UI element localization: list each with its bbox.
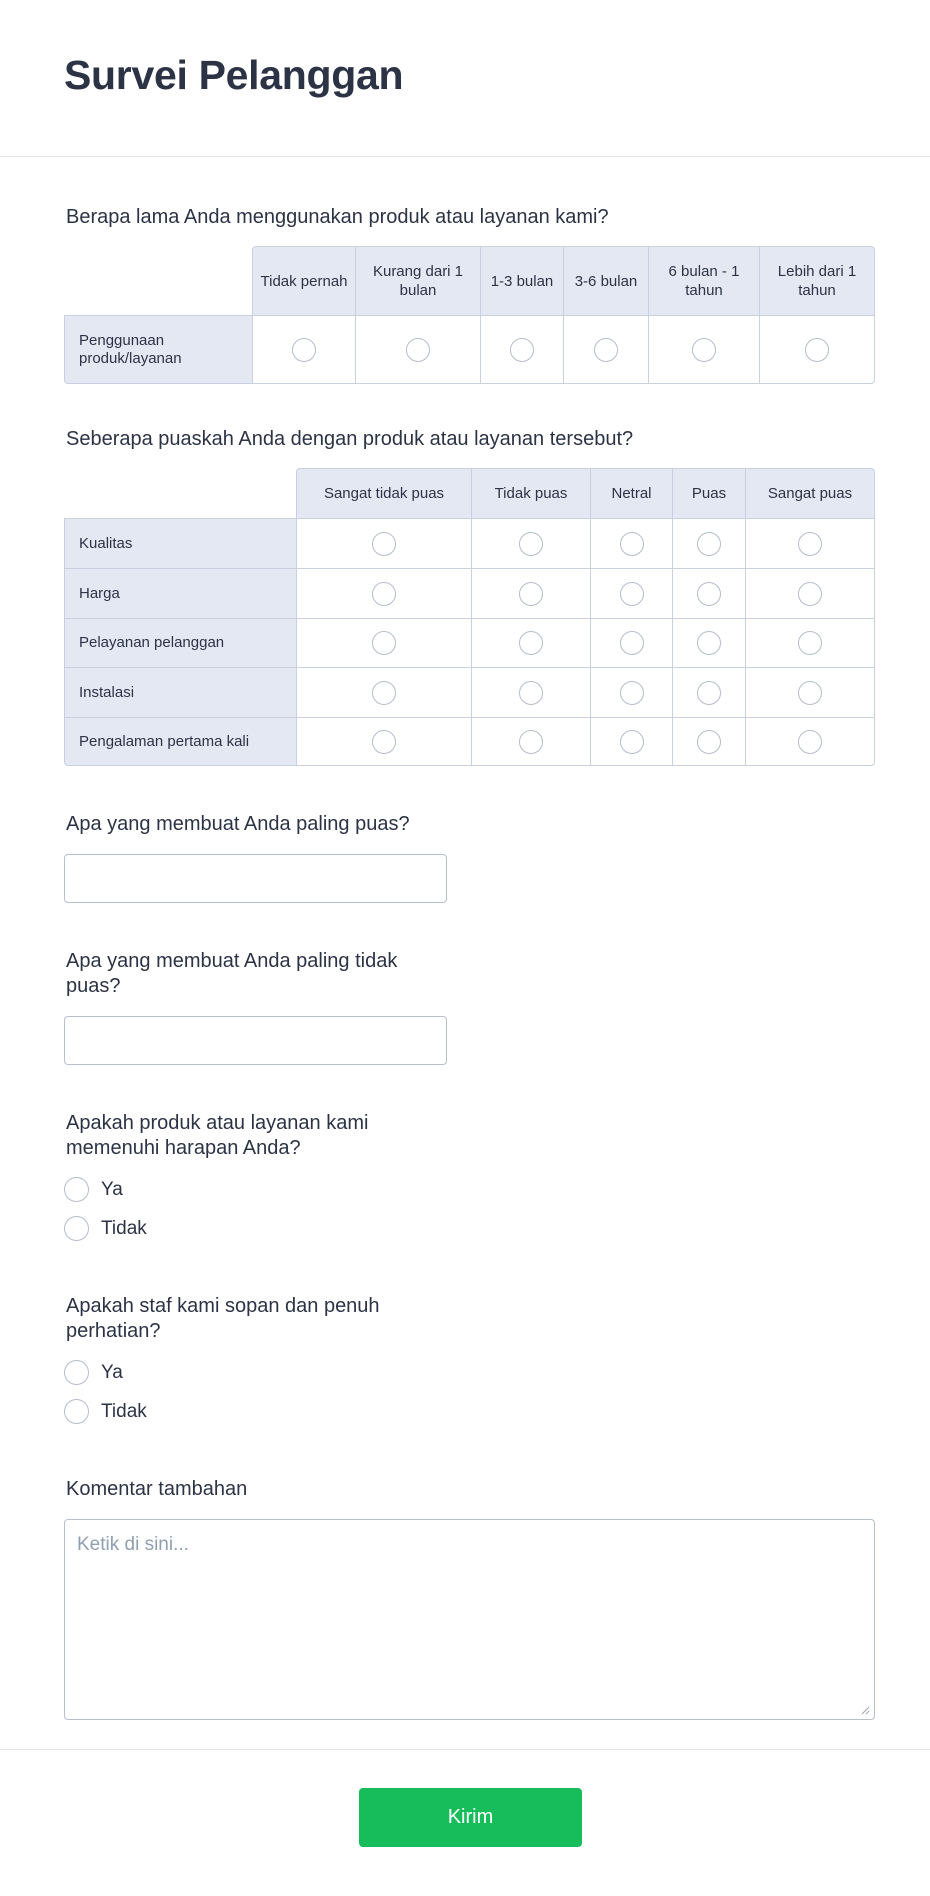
- radio-button[interactable]: [64, 1360, 89, 1385]
- radio-option-no[interactable]: [64, 1392, 865, 1431]
- question-label: Apakah staf kami sopan dan penuh perhatian?: [66, 1295, 380, 1342]
- matrix-cell: [590, 717, 672, 766]
- matrix-cell: [590, 618, 672, 667]
- radio-button[interactable]: [697, 582, 721, 606]
- matrix-row: [64, 518, 875, 568]
- radio-button[interactable]: [620, 730, 644, 754]
- radio-group: [64, 1170, 865, 1248]
- radio-button[interactable]: [372, 730, 396, 754]
- radio-button[interactable]: [620, 532, 644, 556]
- matrix-row: [64, 667, 875, 717]
- matrix-cell: [759, 315, 875, 384]
- submit-button[interactable]: Kirim: [359, 1788, 582, 1847]
- column-header: Lebih dari 1 tahun: [759, 246, 875, 315]
- radio-option-yes[interactable]: [64, 1170, 865, 1209]
- matrix-cell: [672, 667, 745, 717]
- question-satisfaction: [64, 427, 865, 766]
- question-label: Apa yang membuat Anda paling tidak puas?: [66, 950, 398, 997]
- option-label: Tidak: [101, 1217, 147, 1239]
- form-footer: [0, 1749, 930, 1896]
- matrix-cell: [471, 518, 590, 568]
- radio-button[interactable]: [292, 338, 316, 362]
- matrix-corner: [64, 468, 296, 518]
- question-staff-courtesy: [64, 1294, 865, 1431]
- matrix-row: [64, 618, 875, 667]
- radio-button[interactable]: [594, 338, 618, 362]
- matrix-header-row: [64, 246, 875, 315]
- radio-button[interactable]: [372, 532, 396, 556]
- row-label: Penggunaan produk/layanan: [64, 315, 252, 384]
- radio-button[interactable]: [406, 338, 430, 362]
- radio-button[interactable]: [798, 730, 822, 754]
- resize-handle-icon[interactable]: [860, 1705, 870, 1715]
- radio-button[interactable]: [372, 681, 396, 705]
- radio-option-yes[interactable]: [64, 1353, 865, 1392]
- radio-button[interactable]: [692, 338, 716, 362]
- matrix-cell: [252, 315, 355, 384]
- radio-button[interactable]: [64, 1216, 89, 1241]
- column-header: 6 bulan - 1 tahun: [648, 246, 759, 315]
- least-satisfied-input[interactable]: [64, 1016, 447, 1065]
- radio-button[interactable]: [697, 631, 721, 655]
- radio-button[interactable]: [519, 681, 543, 705]
- matrix-cell: [296, 568, 471, 618]
- row-label: Harga: [64, 568, 296, 618]
- matrix-cell: [590, 568, 672, 618]
- matrix-cell: [355, 315, 480, 384]
- matrix-cell: [745, 618, 875, 667]
- matrix-row: [64, 717, 875, 766]
- radio-button[interactable]: [798, 681, 822, 705]
- radio-button[interactable]: [798, 631, 822, 655]
- radio-button[interactable]: [798, 582, 822, 606]
- matrix-cell: [563, 315, 648, 384]
- option-label: Ya: [101, 1361, 123, 1383]
- question-label: Apa yang membuat Anda paling puas?: [66, 813, 410, 835]
- radio-button[interactable]: [519, 532, 543, 556]
- matrix-cell: [672, 618, 745, 667]
- matrix-cell: [471, 667, 590, 717]
- matrix-header-row: [64, 468, 875, 518]
- question-usage-duration: [64, 205, 865, 384]
- question-label: Berapa lama Anda menggunakan produk atau layanan kami?: [66, 206, 609, 228]
- matrix-cell: [672, 518, 745, 568]
- radio-button[interactable]: [519, 582, 543, 606]
- question-label: Apakah produk atau layanan kami memenuhi harapan Anda?: [66, 1112, 369, 1159]
- radio-button[interactable]: [798, 532, 822, 556]
- radio-button[interactable]: [620, 681, 644, 705]
- textarea-placeholder: Ketik di sini...: [77, 1534, 189, 1555]
- radio-button[interactable]: [697, 681, 721, 705]
- matrix-cell: [471, 717, 590, 766]
- radio-button[interactable]: [519, 730, 543, 754]
- matrix-cell: [672, 568, 745, 618]
- matrix-cell: [648, 315, 759, 384]
- question-most-satisfied: [64, 812, 865, 903]
- matrix-cell: [480, 315, 563, 384]
- matrix-cell: [471, 568, 590, 618]
- matrix-cell: [296, 618, 471, 667]
- column-header: Tidak puas: [471, 468, 590, 518]
- matrix-row: [64, 315, 875, 384]
- radio-button[interactable]: [805, 338, 829, 362]
- radio-button[interactable]: [64, 1399, 89, 1424]
- row-label: Instalasi: [64, 667, 296, 717]
- matrix-cell: [745, 717, 875, 766]
- column-header: Netral: [590, 468, 672, 518]
- matrix-cell: [590, 518, 672, 568]
- matrix-cell: [745, 568, 875, 618]
- matrix-cell: [471, 618, 590, 667]
- matrix-cell: [296, 717, 471, 766]
- column-header: 1-3 bulan: [480, 246, 563, 315]
- matrix-cell: [296, 667, 471, 717]
- question-label: Komentar tambahan: [66, 1478, 248, 1500]
- radio-button[interactable]: [372, 631, 396, 655]
- row-label: Pelayanan pelanggan: [64, 618, 296, 667]
- page-title: Survei Pelanggan: [64, 52, 404, 98]
- column-header: Puas: [672, 468, 745, 518]
- option-label: Tidak: [101, 1400, 147, 1422]
- radio-button[interactable]: [697, 532, 721, 556]
- most-satisfied-input[interactable]: [64, 854, 447, 903]
- matrix-cell: [745, 667, 875, 717]
- page-header: [0, 0, 930, 157]
- radio-button[interactable]: [519, 631, 543, 655]
- usage-matrix: [64, 246, 875, 384]
- matrix-corner: [64, 246, 252, 315]
- satisfaction-matrix: [64, 468, 875, 766]
- radio-button[interactable]: [64, 1177, 89, 1202]
- matrix-cell: [296, 518, 471, 568]
- option-label: Ya: [101, 1178, 123, 1200]
- column-header: Tidak pernah: [252, 246, 355, 315]
- column-header: Kurang dari 1 bulan: [355, 246, 480, 315]
- question-least-satisfied: [64, 949, 865, 1065]
- row-label: Kualitas: [64, 518, 296, 568]
- radio-button[interactable]: [510, 338, 534, 362]
- question-expectations: [64, 1111, 865, 1248]
- radio-group: [64, 1353, 865, 1431]
- column-header: 3-6 bulan: [563, 246, 648, 315]
- matrix-cell: [672, 717, 745, 766]
- column-header: Sangat tidak puas: [296, 468, 471, 518]
- radio-button[interactable]: [620, 582, 644, 606]
- matrix-row: [64, 568, 875, 618]
- matrix-cell: [745, 518, 875, 568]
- column-header: Sangat puas: [745, 468, 875, 518]
- question-label: Seberapa puaskah Anda dengan produk atau layanan tersebut?: [66, 428, 634, 450]
- radio-button[interactable]: [697, 730, 721, 754]
- row-label: Pengalaman pertama kali: [64, 717, 296, 766]
- matrix-cell: [590, 667, 672, 717]
- radio-option-no[interactable]: [64, 1209, 865, 1248]
- radio-button[interactable]: [372, 582, 396, 606]
- radio-button[interactable]: [620, 631, 644, 655]
- comments-textarea[interactable]: [64, 1519, 875, 1720]
- form-content: [0, 205, 930, 1720]
- question-additional-comments: [64, 1477, 865, 1720]
